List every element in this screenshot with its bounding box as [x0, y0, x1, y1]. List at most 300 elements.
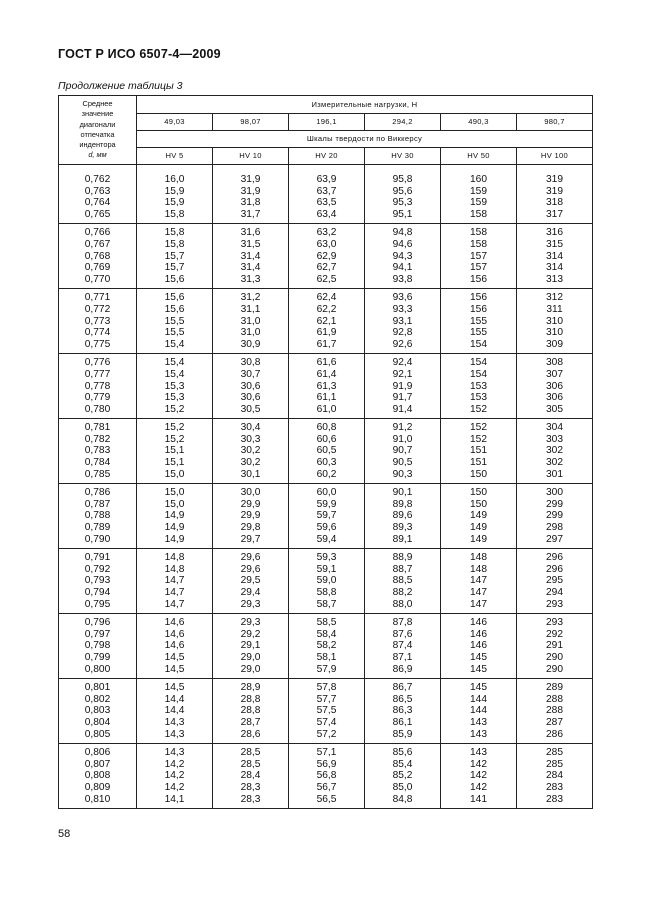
cell-value: 0,765: [84, 208, 111, 220]
cell-value: 157: [470, 262, 487, 274]
hv50-cell: [441, 614, 517, 679]
cell-value: 89,3: [392, 522, 413, 534]
cell-value: 303: [546, 433, 563, 445]
cell-value: 313: [546, 273, 563, 285]
cell-value: 0,770: [84, 273, 111, 285]
cell-value: 31,0: [240, 327, 261, 339]
cell-value: 0,785: [84, 468, 111, 480]
cell-value: 57,7: [316, 693, 337, 705]
cell-value: 30,7: [240, 368, 261, 380]
cell-value: 56,7: [316, 781, 337, 793]
cell-value: 31,8: [240, 197, 261, 209]
cell-value: 153: [470, 392, 487, 404]
cell-value: 0,793: [84, 575, 111, 587]
cell-value: 143: [470, 728, 487, 740]
cell-value: 287: [546, 716, 563, 728]
cell-value: 93,1: [392, 315, 413, 327]
cell-value: 85,0: [392, 781, 413, 793]
cell-value: 15,1: [164, 445, 185, 457]
cell-value: 86,1: [392, 716, 413, 728]
cell-value: 90,7: [392, 445, 413, 457]
header-line: диагонали: [79, 119, 116, 129]
cell-value: 31,7: [240, 208, 261, 220]
cell-value: 142: [470, 770, 487, 782]
cell-value: 28,3: [240, 793, 261, 805]
hv50-cell: [441, 679, 517, 744]
cell-value: 15,4: [164, 338, 185, 350]
cell-value: 61,3: [316, 380, 337, 392]
cell-value: 93,8: [392, 273, 413, 285]
cell-value: 152: [470, 403, 487, 415]
cell-value: 15,6: [164, 292, 185, 304]
cell-value: 293: [546, 598, 563, 610]
cell-value: 94,1: [392, 262, 413, 274]
cell-value: 28,5: [240, 758, 261, 770]
cell-value: 59,6: [316, 522, 337, 534]
cell-value: 31,1: [240, 303, 261, 315]
cell-value: 319: [546, 174, 563, 185]
cell-value: 61,0: [316, 403, 337, 415]
cell-value: 314: [546, 250, 563, 262]
cell-value: 62,9: [316, 250, 337, 262]
cell-value: 62,2: [316, 303, 337, 315]
table-row-group: [59, 289, 593, 354]
table-body: [59, 171, 593, 809]
cell-value: 14,5: [164, 663, 185, 675]
cell-value: 146: [470, 640, 487, 652]
cell-value: 158: [470, 208, 487, 220]
hardness-table: [58, 95, 593, 809]
cell-value: 0,767: [84, 238, 111, 250]
cell-value: 56,5: [316, 793, 337, 805]
cell-value: 149: [470, 510, 487, 522]
cell-value: 86,3: [392, 705, 413, 717]
cell-value: 59,4: [316, 533, 337, 545]
cell-value: 94,6: [392, 238, 413, 250]
diagonal-cell: [59, 614, 137, 679]
hv5-cell: [137, 419, 213, 484]
cell-value: 0,808: [84, 770, 111, 782]
hv5-cell: [137, 289, 213, 354]
cell-value: 15,6: [164, 273, 185, 285]
cell-value: 58,1: [316, 651, 337, 663]
cell-value: 87,6: [392, 628, 413, 640]
cell-value: 150: [470, 487, 487, 499]
cell-value: 0,801: [84, 682, 111, 694]
cell-value: 0,787: [84, 498, 111, 510]
cell-value: 147: [470, 575, 487, 587]
cell-value: 154: [470, 338, 487, 350]
cell-value: 28,7: [240, 716, 261, 728]
hv20-cell: [289, 744, 365, 809]
cell-value: 149: [470, 533, 487, 545]
cell-value: 284: [546, 770, 563, 782]
cell-value: 316: [546, 227, 563, 239]
cell-value: 0,795: [84, 598, 111, 610]
cell-value: 29,0: [240, 663, 261, 675]
cell-value: 63,2: [316, 227, 337, 239]
cell-value: 14,3: [164, 728, 185, 740]
cell-value: 14,8: [164, 552, 185, 564]
table-row-group: [59, 419, 593, 484]
hv100-cell: [517, 354, 593, 419]
cell-value: 291: [546, 640, 563, 652]
cell-value: 153: [470, 380, 487, 392]
cell-value: 58,2: [316, 640, 337, 652]
cell-value: 57,5: [316, 705, 337, 717]
cell-value: 29,9: [240, 510, 261, 522]
cell-value: 149: [470, 522, 487, 534]
table-row-group: [59, 679, 593, 744]
cell-value: 57,2: [316, 728, 337, 740]
cell-value: 14,7: [164, 587, 185, 598]
cell-value: 154: [470, 357, 487, 369]
cell-value: 151: [470, 445, 487, 457]
cell-value: 31,2: [240, 292, 261, 304]
cell-value: 299: [546, 510, 563, 522]
hv50-cell: [441, 289, 517, 354]
cell-value: 14,4: [164, 705, 185, 717]
cell-value: 59,9: [316, 498, 337, 510]
load-value: 980,7: [517, 114, 593, 131]
cell-value: 31,3: [240, 273, 261, 285]
cell-value: 31,9: [240, 174, 261, 185]
cell-value: 29,8: [240, 522, 261, 534]
cell-value: 56,8: [316, 770, 337, 782]
hv5-cell: [137, 679, 213, 744]
cell-value: 0,764: [84, 197, 111, 209]
cell-value: 88,7: [392, 563, 413, 575]
cell-value: 15,2: [164, 422, 185, 434]
cell-value: 61,9: [316, 327, 337, 339]
cell-value: 89,8: [392, 498, 413, 510]
scale-label: HV 20: [289, 148, 365, 165]
cell-value: 14,3: [164, 747, 185, 759]
cell-value: 86,7: [392, 682, 413, 694]
cell-value: 58,7: [316, 598, 337, 610]
diagonal-cell: [59, 744, 137, 809]
cell-value: 315: [546, 238, 563, 250]
cell-value: 0,778: [84, 380, 111, 392]
cell-value: 28,8: [240, 693, 261, 705]
cell-value: 309: [546, 338, 563, 350]
cell-value: 144: [470, 693, 487, 705]
cell-value: 295: [546, 575, 563, 587]
cell-value: 14,2: [164, 770, 185, 782]
cell-value: 0,774: [84, 327, 111, 339]
load-value: 49,03: [137, 114, 213, 131]
cell-value: 0,762: [84, 174, 111, 185]
cell-value: 15,0: [164, 498, 185, 510]
cell-value: 15,6: [164, 303, 185, 315]
cell-value: 306: [546, 392, 563, 404]
cell-value: 0,799: [84, 651, 111, 663]
cell-value: 30,3: [240, 433, 261, 445]
cell-value: 90,5: [392, 457, 413, 469]
header-line: Среднее: [82, 99, 113, 108]
hv5-cell: [137, 354, 213, 419]
cell-value: 30,2: [240, 445, 261, 457]
hv100-cell: [517, 549, 593, 614]
diagonal-cell: [59, 679, 137, 744]
cell-value: 85,9: [392, 728, 413, 740]
cell-value: 14,1: [164, 793, 185, 805]
cell-value: 91,4: [392, 403, 413, 415]
cell-value: 311: [546, 303, 563, 315]
hv10-cell: [213, 484, 289, 549]
cell-value: 31,9: [240, 185, 261, 197]
cell-value: 58,5: [316, 617, 337, 629]
hv100-cell: [517, 289, 593, 354]
cell-value: 29,4: [240, 587, 261, 598]
cell-value: 30,6: [240, 392, 261, 404]
hv10-cell: [213, 289, 289, 354]
cell-value: 298: [546, 522, 563, 534]
cell-value: 29,7: [240, 533, 261, 545]
cell-value: 0,772: [84, 303, 111, 315]
cell-value: 61,4: [316, 368, 337, 380]
hv50-cell: [441, 484, 517, 549]
cell-value: 15,5: [164, 327, 185, 339]
cell-value: 86,5: [392, 693, 413, 705]
table-row-group: [59, 744, 593, 809]
cell-value: 14,8: [164, 563, 185, 575]
cell-value: 155: [470, 315, 487, 327]
hv10-cell: [213, 171, 289, 224]
cell-value: 58,4: [316, 628, 337, 640]
cell-value: 92,4: [392, 357, 413, 369]
cell-value: 0,779: [84, 392, 111, 404]
cell-value: 150: [470, 498, 487, 510]
cell-value: 15,8: [164, 227, 185, 239]
hv30-cell: [365, 744, 441, 809]
cell-value: 0,800: [84, 663, 111, 675]
cell-value: 88,5: [392, 575, 413, 587]
cell-value: 0,809: [84, 781, 111, 793]
cell-value: 63,7: [316, 185, 337, 197]
cell-value: 14,7: [164, 598, 185, 610]
cell-value: 14,5: [164, 682, 185, 694]
cell-value: 16,0: [164, 174, 185, 185]
cell-value: 15,4: [164, 357, 185, 369]
cell-value: 156: [470, 273, 487, 285]
cell-value: 59,1: [316, 563, 337, 575]
scale-label: HV 5: [137, 148, 213, 165]
hv5-cell: [137, 614, 213, 679]
hv10-cell: [213, 744, 289, 809]
cell-value: 15,2: [164, 433, 185, 445]
header-line: индентора: [79, 140, 116, 150]
cell-value: 319: [546, 185, 563, 197]
cell-value: 147: [470, 598, 487, 610]
cell-value: 157: [470, 250, 487, 262]
scale-label: HV 50: [441, 148, 517, 165]
diagonal-cell: [59, 354, 137, 419]
cell-value: 318: [546, 197, 563, 209]
cell-value: 91,0: [392, 433, 413, 445]
cell-value: 30,5: [240, 403, 261, 415]
hv20-cell: [289, 171, 365, 224]
cell-value: 95,6: [392, 185, 413, 197]
cell-value: 0,768: [84, 250, 111, 262]
cell-value: 296: [546, 552, 563, 564]
cell-value: 14,9: [164, 510, 185, 522]
hv30-cell: [365, 354, 441, 419]
cell-value: 14,6: [164, 640, 185, 652]
hv30-cell: [365, 484, 441, 549]
hv5-cell: [137, 171, 213, 224]
loads-header: Измерительные нагрузки, Н: [137, 96, 593, 114]
cell-value: 0,788: [84, 510, 111, 522]
diagonal-cell: [59, 419, 137, 484]
cell-value: 158: [470, 238, 487, 250]
cell-value: 283: [546, 793, 563, 805]
cell-value: 306: [546, 380, 563, 392]
cell-value: 89,6: [392, 510, 413, 522]
cell-value: 63,0: [316, 238, 337, 250]
cell-value: 87,1: [392, 651, 413, 663]
cell-value: 15,0: [164, 487, 185, 499]
cell-value: 60,6: [316, 433, 337, 445]
cell-value: 14,2: [164, 758, 185, 770]
cell-value: 150: [470, 468, 487, 480]
cell-value: 310: [546, 315, 563, 327]
cell-value: 87,8: [392, 617, 413, 629]
hv50-cell: [441, 354, 517, 419]
cell-value: 30,2: [240, 457, 261, 469]
table-row-group: [59, 224, 593, 289]
hv20-cell: [289, 419, 365, 484]
cell-value: 88,9: [392, 552, 413, 564]
hv20-cell: [289, 549, 365, 614]
cell-value: 145: [470, 682, 487, 694]
hv50-cell: [441, 419, 517, 484]
cell-value: 301: [546, 468, 563, 480]
cell-value: 0,789: [84, 522, 111, 534]
hv10-cell: [213, 224, 289, 289]
cell-value: 285: [546, 758, 563, 770]
cell-value: 29,9: [240, 498, 261, 510]
page-number: 58: [58, 828, 71, 840]
cell-value: 310: [546, 327, 563, 339]
hv50-cell: [441, 549, 517, 614]
cell-value: 0,807: [84, 758, 111, 770]
cell-value: 154: [470, 368, 487, 380]
cell-value: 0,806: [84, 747, 111, 759]
cell-value: 91,2: [392, 422, 413, 434]
hv20-cell: [289, 289, 365, 354]
hv30-cell: [365, 679, 441, 744]
cell-value: 59,3: [316, 552, 337, 564]
cell-value: 14,5: [164, 651, 185, 663]
cell-value: 0,786: [84, 487, 111, 499]
cell-value: 30,1: [240, 468, 261, 480]
cell-value: 151: [470, 457, 487, 469]
diagonal-column-header: [59, 96, 137, 165]
cell-value: 0,781: [84, 422, 111, 434]
cell-value: 29,3: [240, 617, 261, 629]
hv20-cell: [289, 679, 365, 744]
cell-value: 30,8: [240, 357, 261, 369]
cell-value: 155: [470, 327, 487, 339]
cell-value: 95,8: [392, 174, 413, 185]
cell-value: 94,3: [392, 250, 413, 262]
cell-value: 0,792: [84, 563, 111, 575]
cell-value: 297: [546, 533, 563, 545]
cell-value: 63,9: [316, 174, 337, 185]
cell-value: 93,6: [392, 292, 413, 304]
cell-value: 0,794: [84, 587, 111, 598]
cell-value: 62,4: [316, 292, 337, 304]
cell-value: 141: [470, 793, 487, 805]
hv100-cell: [517, 614, 593, 679]
hv20-cell: [289, 354, 365, 419]
cell-value: 300: [546, 487, 563, 499]
cell-value: 0,775: [84, 338, 111, 350]
cell-value: 29,0: [240, 651, 261, 663]
cell-value: 94,8: [392, 227, 413, 239]
cell-value: 95,3: [392, 197, 413, 209]
cell-value: 15,4: [164, 368, 185, 380]
cell-value: 299: [546, 498, 563, 510]
table-row-group: [59, 549, 593, 614]
cell-value: 57,1: [316, 747, 337, 759]
cell-value: 31,5: [240, 238, 261, 250]
hv100-cell: [517, 419, 593, 484]
hv10-cell: [213, 354, 289, 419]
cell-value: 312: [546, 292, 563, 304]
cell-value: 144: [470, 705, 487, 717]
cell-value: 31,0: [240, 315, 261, 327]
cell-value: 152: [470, 422, 487, 434]
cell-value: 57,8: [316, 682, 337, 694]
cell-value: 0,790: [84, 533, 111, 545]
cell-value: 29,6: [240, 563, 261, 575]
diagonal-cell: [59, 484, 137, 549]
cell-value: 159: [470, 197, 487, 209]
cell-value: 58,8: [316, 587, 337, 598]
table-row-group: [59, 171, 593, 224]
scale-label: HV 10: [213, 148, 289, 165]
cell-value: 28,3: [240, 781, 261, 793]
cell-value: 14,9: [164, 522, 185, 534]
diagonal-cell: [59, 549, 137, 614]
cell-value: 156: [470, 303, 487, 315]
cell-value: 61,1: [316, 392, 337, 404]
cell-value: 0,763: [84, 185, 111, 197]
cell-value: 15,8: [164, 208, 185, 220]
scale-label: HV 100: [517, 148, 593, 165]
cell-value: 0,804: [84, 716, 111, 728]
scales-header: Шкалы твердости по Виккерсу: [137, 131, 593, 148]
hv30-cell: [365, 614, 441, 679]
cell-value: 14,6: [164, 617, 185, 629]
table-row-group: [59, 354, 593, 419]
cell-value: 14,2: [164, 781, 185, 793]
hv20-cell: [289, 484, 365, 549]
hv50-cell: [441, 744, 517, 809]
cell-value: 143: [470, 716, 487, 728]
hv100-cell: [517, 224, 593, 289]
cell-value: 15,7: [164, 262, 185, 274]
hv5-cell: [137, 224, 213, 289]
document-header: ГОСТ Р ИСО 6507-4—2009: [58, 47, 221, 61]
cell-value: 308: [546, 357, 563, 369]
cell-value: 148: [470, 552, 487, 564]
hv100-cell: [517, 484, 593, 549]
cell-value: 14,6: [164, 628, 185, 640]
cell-value: 283: [546, 781, 563, 793]
